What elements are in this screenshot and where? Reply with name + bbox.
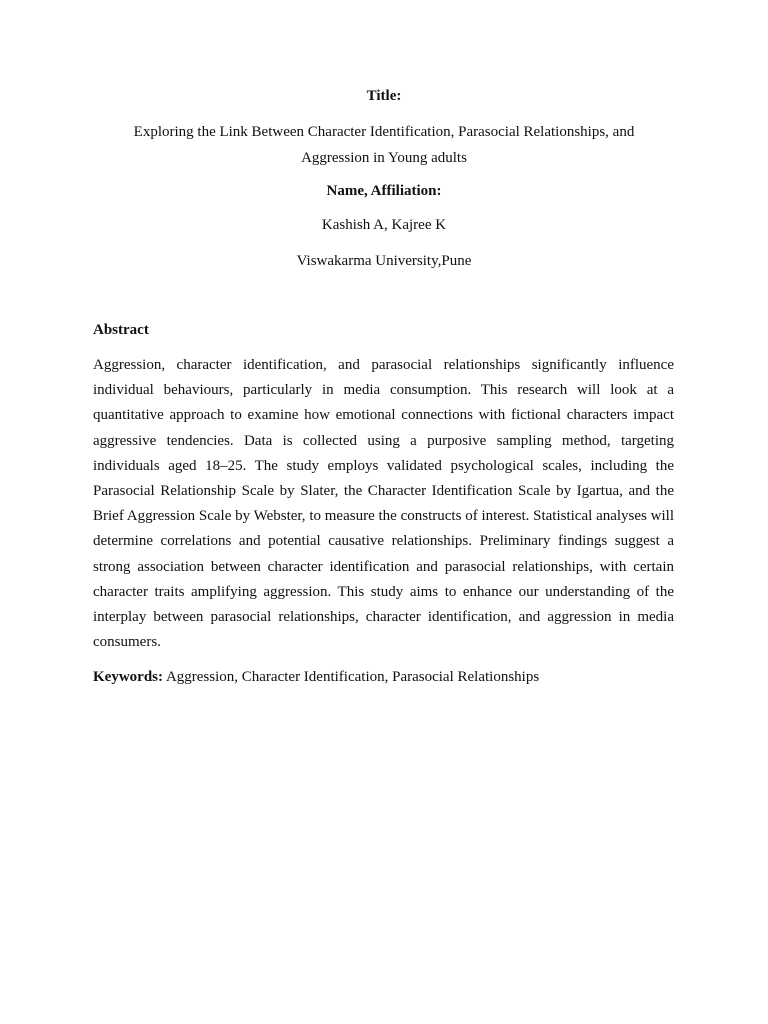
keywords-line [93,667,693,687]
affiliation-label: Name, Affiliation: [326,183,442,199]
abstract-body: Aggression, character identification, and parasocial relationships significantly influence individual behaviours, particularly in media consumption. This research will look at a quantitative approach to examine how emotional connections with fictional characters impact aggressive tendencies. Data is collected using a purposive sampling method, targeting individuals aged 18–25. The study employs validated psychological scales, including the Parasocial Relationship Scale by Slater, the Character Identification Scale by Igartua, and the Brief Aggression Scale by Webster, to measure the constructs of interest. Statistical analyses will determine correlations and potential causative relationships. Preliminary findings suggest a strong association between character identification and parasocial relationships, with certain character traits amplifying aggression. This study aims to enhance our understanding of the interplay between parasocial relationships, character identification, and aggression in media consumers. [93,357,674,651]
keywords-label: Keywords: [93,669,163,685]
paper-title: Exploring the Link Between Character Identification, Parasocial Relationships, and Aggression in Young adults [133,124,635,166]
abstract-heading: Abstract [93,322,149,338]
author-names: Kashish A, Kajree K [321,217,447,233]
title-label: Title: [366,88,402,104]
university-name: Viswakarma University,Pune [296,253,472,269]
keywords-value: Aggression, Character Identification, Parasocial Relationships [165,669,540,685]
